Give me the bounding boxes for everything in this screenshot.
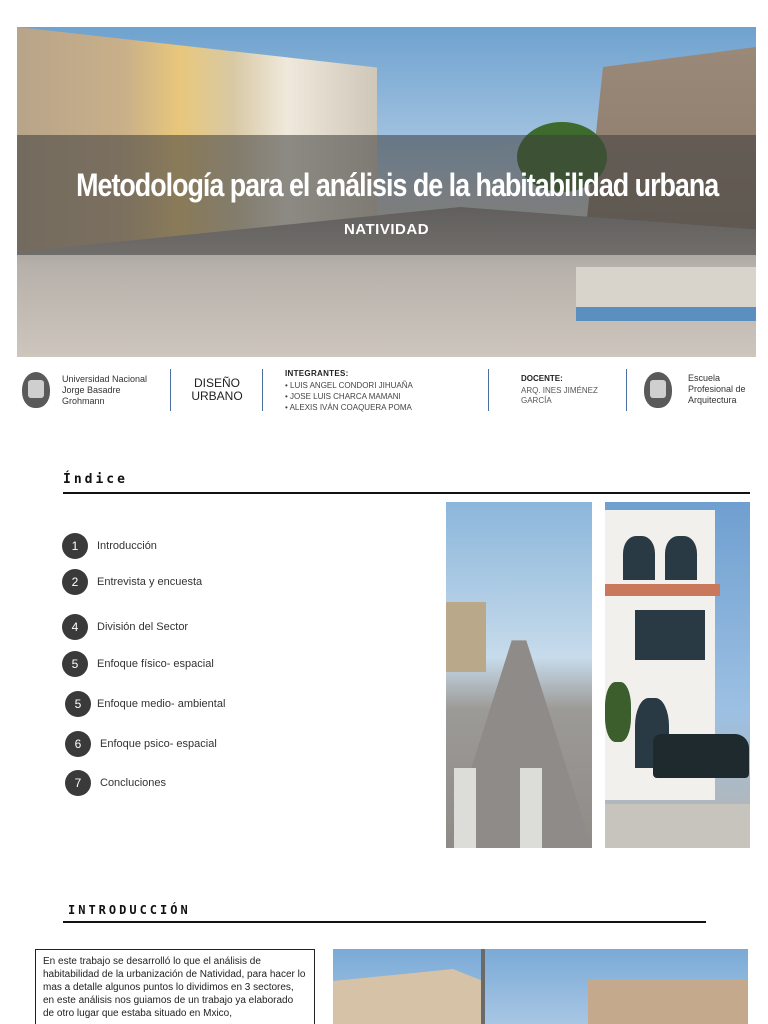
divider bbox=[626, 369, 627, 411]
index-item[interactable] bbox=[65, 691, 225, 717]
divider bbox=[488, 369, 489, 411]
intro-heading: INTRODUCCIÓN bbox=[68, 903, 191, 917]
index-item[interactable] bbox=[65, 770, 166, 796]
hero-photo-curb bbox=[576, 307, 756, 321]
index-label: Enfoque físico- espacial bbox=[97, 658, 214, 670]
credits-bar bbox=[17, 364, 756, 419]
index-item[interactable] bbox=[62, 533, 157, 559]
docente-name: ARQ. INES JIMÉNEZ GARCÍA bbox=[521, 386, 598, 405]
hero-banner bbox=[17, 27, 756, 357]
divider bbox=[262, 369, 263, 411]
index-rule bbox=[63, 492, 750, 494]
members-list bbox=[285, 380, 413, 413]
members-heading: INTEGRANTES: bbox=[285, 369, 349, 378]
index-number: 4 bbox=[62, 614, 88, 640]
index-number: 7 bbox=[65, 770, 91, 796]
index-item[interactable] bbox=[62, 614, 188, 640]
school-seal-icon bbox=[644, 372, 672, 408]
member-name: • LUIS ANGEL CONDORI JIHUAÑA bbox=[285, 380, 413, 391]
index-number: 5 bbox=[65, 691, 91, 717]
index-item[interactable] bbox=[62, 569, 202, 595]
document-title: Metodología para el análisis de la habitabilidad urbana bbox=[76, 167, 719, 203]
course-line-1: DISEÑO bbox=[193, 376, 240, 390]
index-number: 1 bbox=[62, 533, 88, 559]
index-item[interactable] bbox=[65, 731, 217, 757]
index-label: División del Sector bbox=[97, 621, 189, 633]
course-name bbox=[182, 377, 252, 403]
street-photo bbox=[446, 502, 592, 848]
university-seal-icon bbox=[22, 372, 50, 408]
member-name: • ALEXIS IVÁN COAQUERA POMA bbox=[285, 402, 413, 413]
hero-photo-sidewalk bbox=[576, 267, 756, 307]
intro-rule bbox=[63, 921, 706, 923]
index-label: Introducción bbox=[97, 540, 157, 552]
index-label: Entrevista y encuesta bbox=[97, 576, 203, 588]
docente-heading: DOCENTE: bbox=[521, 374, 563, 383]
index-number: 6 bbox=[65, 731, 91, 757]
house-photo bbox=[605, 502, 750, 848]
intro-text: En este trabajo se desarrolló lo que el análisis de habitabilidad de la urbanización de Natividad, para hacer lo mas a detalle algunos puntos lo dividimos en 3 sectores, en este análisis nos guiamos de un trabajo ya elaborado de otro lugar que estaba situado en Mxico, bbox=[35, 949, 315, 1024]
index-heading: Índice bbox=[63, 472, 128, 487]
index-item[interactable] bbox=[62, 651, 214, 677]
divider bbox=[170, 369, 171, 411]
university-name: Universidad Nacional Jorge Basadre Grohmann bbox=[62, 374, 148, 406]
index-label: Concluciones bbox=[100, 777, 167, 789]
index-number: 2 bbox=[62, 569, 88, 595]
index-number: 5 bbox=[62, 651, 88, 677]
member-name: • JOSE LUIS CHARCA MAMANI bbox=[285, 391, 413, 402]
index-label: Enfoque medio- ambiental bbox=[97, 698, 226, 710]
course-line-2: URBANO bbox=[191, 389, 243, 403]
neighborhood-photo bbox=[333, 949, 748, 1024]
school-name: Escuela Profesional de Arquitectura bbox=[688, 373, 746, 405]
index-label: Enfoque psico- espacial bbox=[100, 738, 217, 750]
document-subtitle: NATIVIDAD bbox=[343, 221, 430, 238]
